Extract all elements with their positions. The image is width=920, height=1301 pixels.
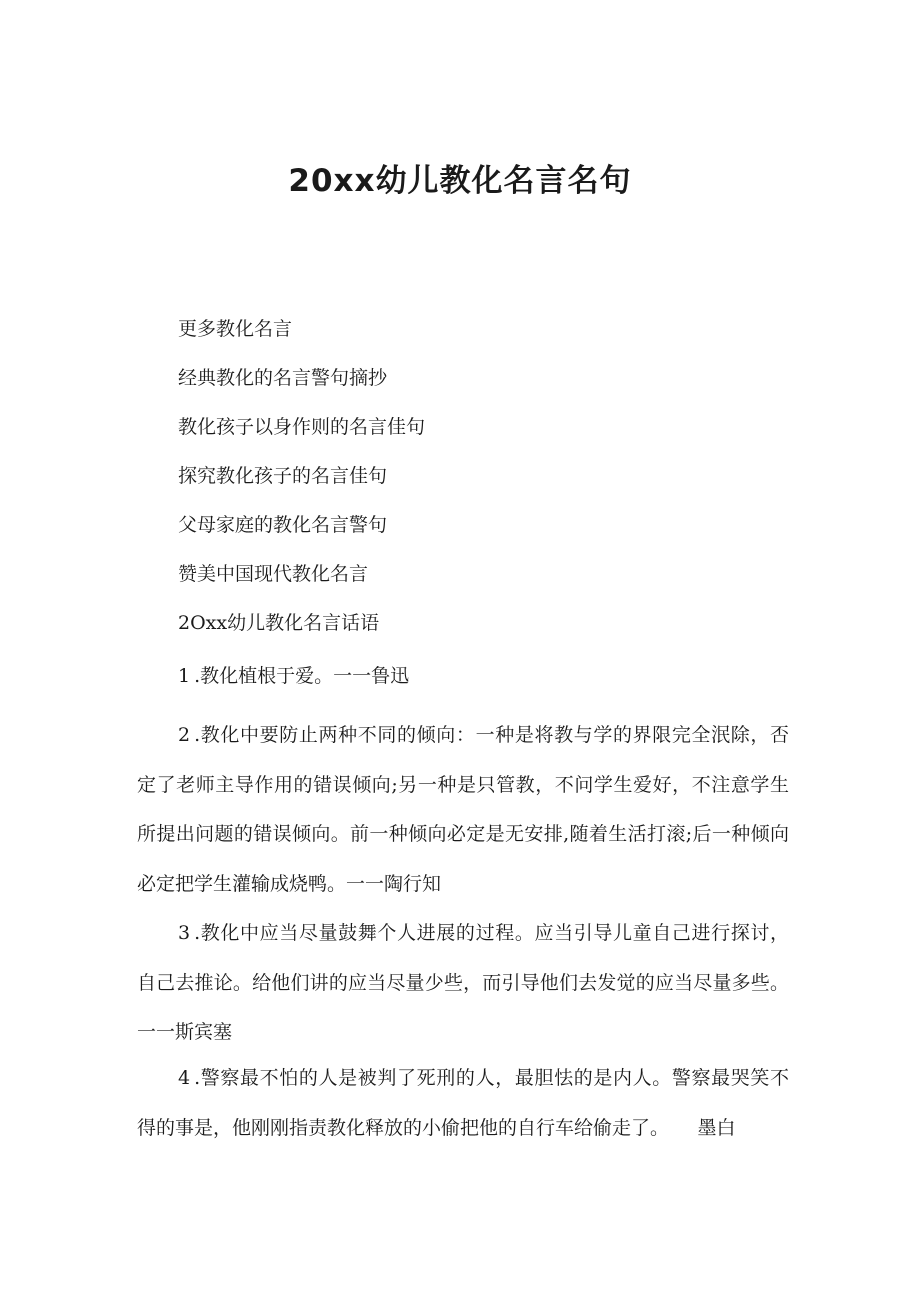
quote-number: 1 — [178, 665, 195, 687]
link-lead-by-example[interactable]: 教化孩子以身作则的名言佳句 — [178, 416, 426, 438]
quote-number: 2 — [178, 724, 195, 746]
quote-text: .警察最不怕的人是被判了死刑的人，最胆怯的是内人。警察最哭笑不得的事是，他刚刚指责教化释放的小偷把他的自行车给偷走了。 墨白 — [137, 1067, 789, 1139]
related-links-list — [178, 312, 425, 655]
quote-item — [137, 1054, 789, 1153]
quote-text: .教化中要防止两种不同的倾向：一种是将教与学的界限完全泯除，否定了老师主导作用的错误倾向;另一种是只管教，不问学生爱好，不注意学生所提出问题的错误倾向。前一种倾向必定是无安排,随着生活打滚;后一种倾向必定把学生灌输成烧鸭。一一陶行知 — [137, 724, 789, 895]
link-family-quotes[interactable]: 父母家庭的教化名言警句 — [178, 514, 388, 536]
quote-number: 4 — [178, 1067, 195, 1089]
title-text: 幼儿教化名言名句 — [375, 162, 632, 199]
quote-text: .教化植根于爱。一一鲁迅 — [194, 665, 410, 687]
title-year: 20xx — [288, 162, 376, 199]
quote-item — [137, 711, 789, 909]
link-classic-quotes[interactable]: 经典教化的名言警句摘抄 — [178, 367, 388, 389]
quote-text: .教化中应当尽量鼓舞个人进展的过程。应当引导儿童自己进行探讨，自己去推论。给他们讲的应当尽量少些，而引导他们去发觉的应当尽量多些。一一斯宾塞 — [137, 922, 789, 1043]
link-more-quotes[interactable]: 更多教化名言 — [178, 318, 293, 340]
quote-number: 3 — [178, 922, 195, 944]
quote-item — [137, 909, 789, 1058]
link-modern-quotes[interactable]: 赞美中国现代教化名言 — [178, 563, 369, 585]
quote-item — [137, 652, 789, 702]
link-explore-quotes[interactable]: 探究教化孩子的名言佳句 — [178, 465, 388, 487]
document-title — [0, 159, 920, 203]
link-children-quotes[interactable]: 2Oxx幼儿教化名言话语 — [178, 612, 380, 634]
